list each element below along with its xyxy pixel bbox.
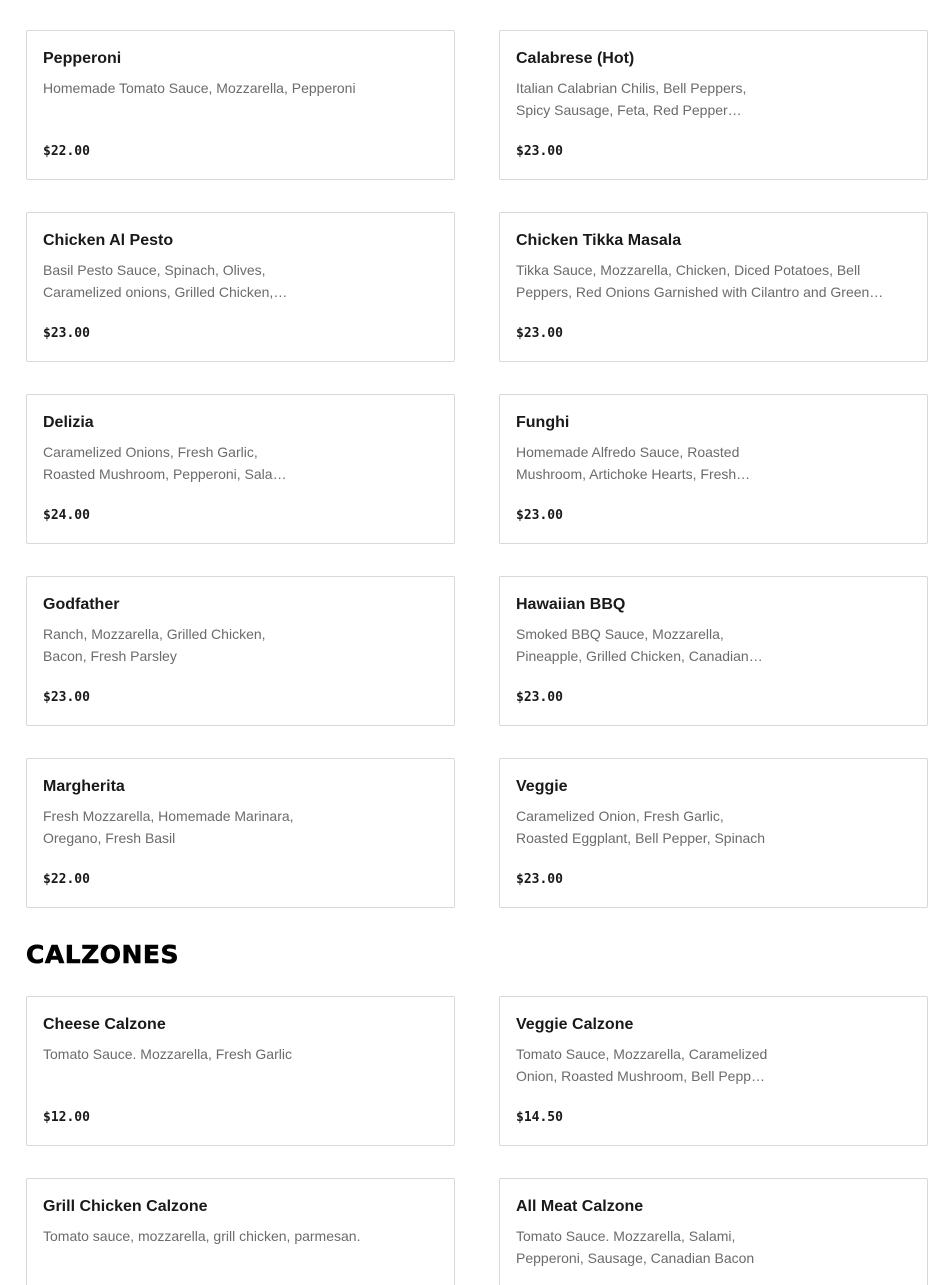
menu-item-price: $23.00 xyxy=(43,326,90,341)
menu-item-name: Funghi xyxy=(516,414,570,431)
menu-item-description: Homemade Alfredo Sauce, Roasted Mushroom, Artichoke Hearts, Fresh… xyxy=(516,444,751,482)
menu-item-description: Italian Calabrian Chilis, Bell Peppers, Spicy Sausage, Feta, Red Pepper… xyxy=(516,80,747,118)
menu-item-price: $14.50 xyxy=(516,1110,563,1125)
menu-item-description: Caramelized Onions, Fresh Garlic, Roasted Mushroom, Pepperoni, Sala… xyxy=(43,444,287,482)
menu-item-card[interactable] xyxy=(499,996,928,1146)
menu-item-description: Homemade Tomato Sauce, Mozzarella, Pepperoni xyxy=(43,80,356,96)
menu-item-card[interactable] xyxy=(26,394,455,544)
menu-item-description: Ranch, Mozzarella, Grilled Chicken, Bacon, Fresh Parsley xyxy=(43,626,266,664)
menu-item-description: Tomato Sauce. Mozzarella, Fresh Garlic xyxy=(43,1046,292,1062)
menu-item-card[interactable] xyxy=(26,212,455,362)
menu-item-description: Tomato sauce, mozzarella, grill chicken, parmesan. xyxy=(43,1228,361,1244)
menu-item-card[interactable] xyxy=(26,30,455,180)
menu-item-description: Caramelized Onion, Fresh Garlic, Roasted Eggplant, Bell Pepper, Spinach xyxy=(516,808,766,846)
menu-item-name: Grill Chicken Calzone xyxy=(43,1198,208,1215)
menu-item-name: Chicken Tikka Masala xyxy=(516,232,682,249)
menu-item-card[interactable] xyxy=(499,1178,928,1285)
menu-item-price: $23.00 xyxy=(516,872,563,887)
menu-item-name: Pepperoni xyxy=(43,50,122,67)
menu-item-name: Godfather xyxy=(43,596,120,613)
menu-item-name: Chicken Al Pesto xyxy=(43,232,174,249)
menu-item-price: $22.00 xyxy=(43,872,90,887)
menu-item-price: $12.00 xyxy=(43,1110,90,1125)
menu-item-name: Veggie xyxy=(516,778,568,795)
section-title-calzones: CALZONES xyxy=(26,940,180,969)
menu-item-name: Veggie Calzone xyxy=(516,1016,634,1033)
menu-item-card[interactable] xyxy=(26,996,455,1146)
menu-item-card[interactable] xyxy=(499,212,928,362)
menu-item-description: Tomato Sauce, Mozzarella, Caramelized Onion, Roasted Mushroom, Bell Pepp… xyxy=(516,1046,768,1084)
menu-item-name: Cheese Calzone xyxy=(43,1016,166,1033)
menu-item-name: Calabrese (Hot) xyxy=(516,50,635,67)
menu-item-card[interactable] xyxy=(26,576,455,726)
menu-item-name: Hawaiian BBQ xyxy=(516,596,626,613)
menu-item-name: All Meat Calzone xyxy=(516,1198,644,1215)
menu-item-name: Margherita xyxy=(43,778,125,795)
menu-item-price: $23.00 xyxy=(516,508,563,523)
menu-item-price: $23.00 xyxy=(516,326,563,341)
menu-item-price: $23.00 xyxy=(43,690,90,705)
menu-item-price: $23.00 xyxy=(516,144,563,159)
menu-item-description: Fresh Mozzarella, Homemade Marinara, Oregano, Fresh Basil xyxy=(43,808,294,846)
menu-item-card[interactable] xyxy=(26,758,455,908)
menu-item-price: $24.00 xyxy=(43,508,90,523)
menu-item-name: Delizia xyxy=(43,414,94,431)
menu-item-card[interactable] xyxy=(499,576,928,726)
menu-item-description: Tikka Sauce, Mozzarella, Chicken, Diced Potatoes, Bell Peppers, Red Onions Garnished with Cilantro and Green… xyxy=(516,262,884,300)
menu-item-card[interactable] xyxy=(499,394,928,544)
menu-item-price: $22.00 xyxy=(43,144,90,159)
menu-item-price: $23.00 xyxy=(516,690,563,705)
menu-item-card[interactable] xyxy=(26,1178,455,1285)
menu-item-description: Smoked BBQ Sauce, Mozzarella, Pineapple, Grilled Chicken, Canadian… xyxy=(516,626,763,664)
menu-item-card[interactable] xyxy=(499,30,928,180)
menu-item-description: Tomato Sauce. Mozzarella, Salami, Pepperoni, Sausage, Canadian Bacon xyxy=(516,1228,755,1266)
menu-item-card[interactable] xyxy=(499,758,928,908)
menu-item-description: Basil Pesto Sauce, Spinach, Olives, Caramelized onions, Grilled Chicken,… xyxy=(43,262,288,300)
